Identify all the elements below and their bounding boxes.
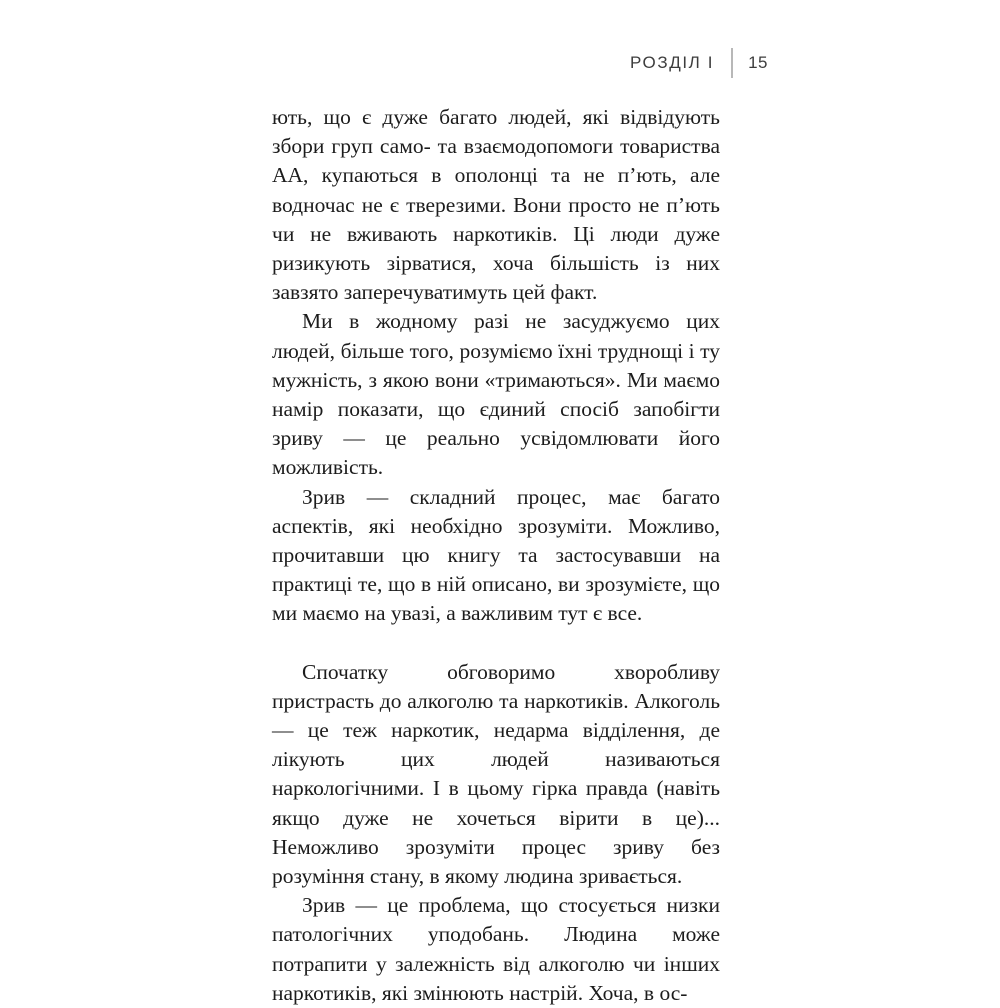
body-paragraph: Зрив — складний процес, має багато аспектів, які необхідно зрозуміти. Можливо, прочитавши цю книгу та застосувавши на практиці те, що в ній описано, ви зрозумієте, що ми маємо на увазі, а важливим тут є все. [272, 484, 720, 626]
chapter-title: РОЗДІЛ І [629, 53, 715, 72]
header-divider [731, 48, 733, 78]
body-paragraph: Спочатку обговоримо хворобливу пристрасть до алкоголю та наркотиків. Алкоголь — це теж наркотик, недарма відділення, де лікують цих людей називаються наркологічними. І в цьому гірка правда (навіть якщо дуже не хочеться вірити в це)... Неможливо зрозуміти процес зриву без розуміння стану, в якому людина зривається. [272, 659, 720, 889]
page-number: 15 [748, 53, 768, 72]
body-paragraph: Зрив — це проблема, що стосується низки патологічних уподобань. Людина може потрапити у залежність від алкоголю чи інших наркотиків, які змінюють настрій. Хоча, в ос- [272, 893, 720, 1005]
running-head [630, 48, 768, 78]
body-paragraph: ють, що є дуже багато людей, які відвідують збори груп само- та взаємодопомоги товариства АА, купаються в ополонці та не п’ють, але водночас не є тверезими. Вони просто не п’ють чи не вживають наркотиків. Ці люди дуже ризикують зірватися, хоча більшість із них завзято заперечуватимуть цей факт. [272, 105, 720, 305]
body-paragraph: Ми в жодному разі не засуджуємо цих людей, більше того, розуміємо їхні труднощі і ту мужність, з якою вони «тримаються». Ми маємо намір показати, що єдиний спосіб запобігти зриву — це реально усвідомлювати його можливість. [272, 309, 720, 480]
body-text [272, 103, 720, 1008]
